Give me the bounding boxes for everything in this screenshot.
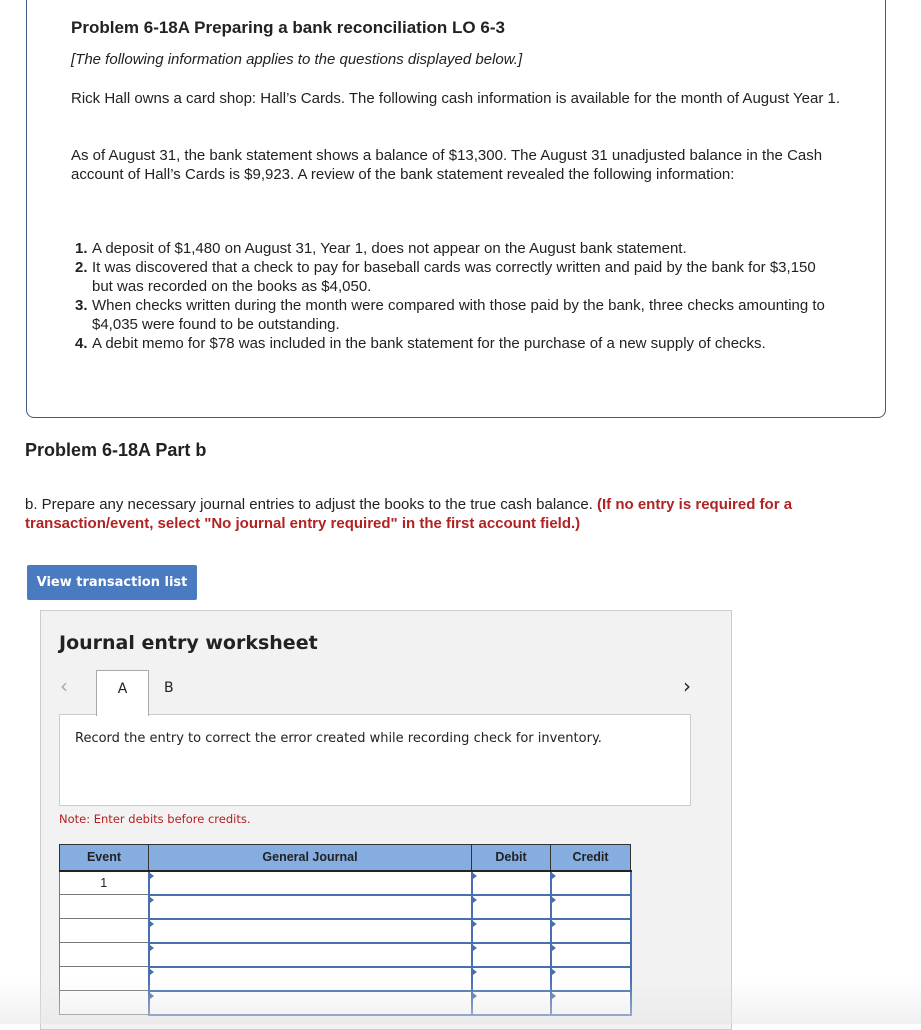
part-heading: Problem 6-18A Part b [25,440,207,460]
table-row [60,919,631,943]
table-row [60,895,631,919]
account-input[interactable] [149,943,472,967]
credit-input[interactable] [551,943,631,967]
item-number: 3. [75,297,88,314]
instruction-text: (If no entry is required for a transaction/event, select "No journal entry required" in the first account field.) [25,496,793,532]
list-item [75,334,835,353]
col-event: Event [60,845,149,871]
problem-title: Problem 6-18A Preparing a bank reconciliation LO 6-3 [71,18,505,37]
credit-input[interactable] [551,871,631,895]
col-credit: Credit [551,845,631,871]
item-text: A deposit of $1,480 on August 31, Year 1, does not appear on the August bank statement. [92,240,687,257]
item-text: When checks written during the month were compared with those paid by the bank, three checks amounting to $4,035 were found to be outstanding. [92,297,825,333]
event-cell [60,895,149,919]
worksheet-title: Journal entry worksheet [59,632,318,654]
prev-chevron-icon[interactable]: ‹ [60,674,68,698]
item-number: 1. [75,240,88,257]
debits-note: Note: Enter debits before credits. [59,812,251,826]
event-cell [60,919,149,943]
account-input[interactable] [149,871,472,895]
item-number: 4. [75,335,88,352]
paragraph-1: Rick Hall owns a card shop: Hall’s Cards. The following cash information is available for the month of August Year 1. [71,90,841,107]
account-input[interactable] [149,919,472,943]
credit-input[interactable] [551,895,631,919]
tab-b[interactable]: B [164,680,174,696]
list-item [75,258,835,296]
entry-prompt: Record the entry to correct the error created while recording check for inventory. [59,714,691,806]
event-cell: 1 [60,871,149,895]
tab-a[interactable]: A [96,670,149,716]
debit-input[interactable] [472,895,551,919]
table-row [60,943,631,967]
intro-note: [The following information applies to the questions displayed below.] [71,51,523,68]
list-item [75,296,835,334]
list-item [75,239,835,258]
debit-input[interactable] [472,871,551,895]
next-chevron-icon[interactable]: › [683,674,691,698]
item-text: It was discovered that a check to pay for baseball cards was correctly written and paid by the bank for $3,150 but was recorded on the books as $4,050. [92,259,816,295]
info-list [75,239,835,353]
view-transaction-list-button[interactable]: View transaction list [27,565,197,600]
col-debit: Debit [472,845,551,871]
part-question [25,495,885,533]
table-row [60,871,631,895]
bottom-fade [0,980,921,1024]
debit-input[interactable] [472,919,551,943]
credit-input[interactable] [551,919,631,943]
debit-input[interactable] [472,943,551,967]
col-general-journal: General Journal [149,845,472,871]
paragraph-2: As of August 31, the bank statement shows a balance of $13,300. The August 31 unadjusted balance in the Cash account of Hall’s Cards is $9,923. A review of the bank statement revealed the following information: [71,147,823,183]
question-text: b. Prepare any necessary journal entries to adjust the books to the true cash balance. [25,496,598,513]
event-cell [60,943,149,967]
item-number: 2. [75,259,88,276]
account-input[interactable] [149,895,472,919]
item-text: A debit memo for $78 was included in the bank statement for the purchase of a new supply of checks. [92,335,766,352]
